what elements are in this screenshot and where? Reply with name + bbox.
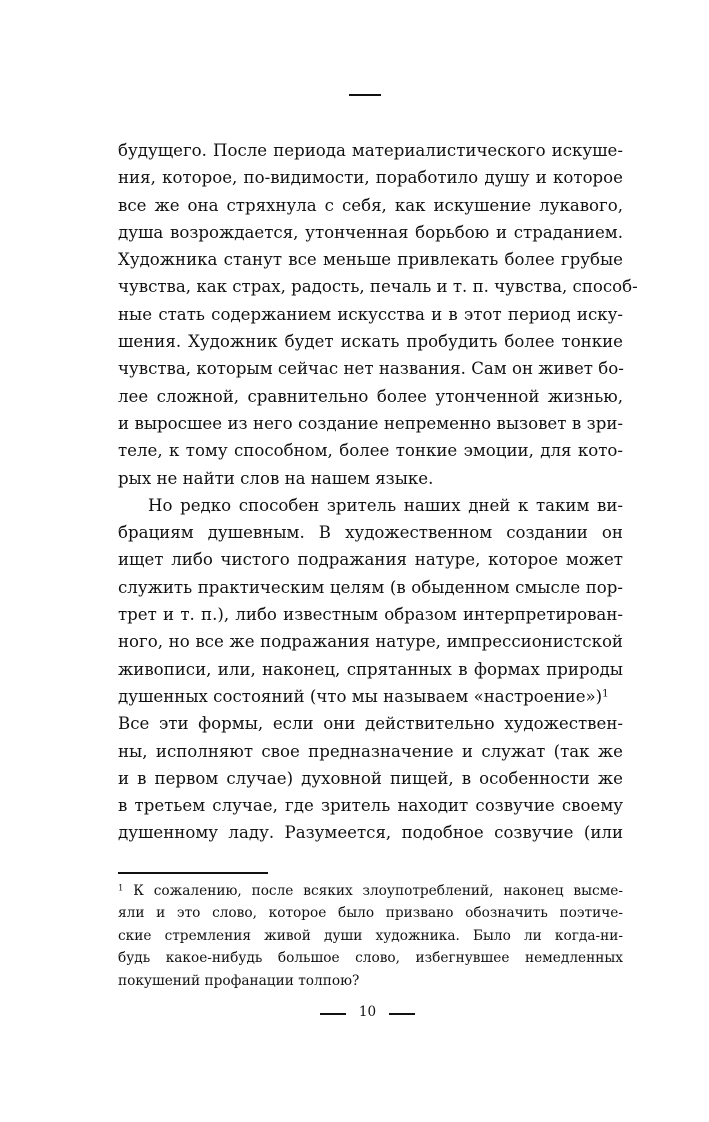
page-footer [0, 1002, 709, 1022]
footnote-text: К сожалению, после всяких злоупотреблений, наконец высме- [133, 883, 624, 899]
footnote-line: ские стремления живой души художника. Было ли когда-ни- [118, 927, 623, 944]
text-segment: душенных состояний (что мы называем «настроение») [118, 686, 603, 706]
text-line: живописи, или, наконец, спрятанных в формах природы [118, 659, 623, 679]
text-line: брациям душевным. В художественном создании он [118, 523, 623, 543]
footnote-marker: 1 [118, 883, 124, 894]
footnote-line: будь какое-нибудь большое слово, избегнувшее немедленных [118, 950, 623, 967]
text-line: Все эти формы, если они действительно художествен- [118, 714, 623, 734]
text-line: трет и т. п.), либо известным образом интерпретирован- [118, 605, 623, 625]
text-line: теле, к тому способном, более тонкие эмоции, для кото- [118, 441, 623, 461]
text-line: шения. Художник будет искать пробудить более тонкие [118, 332, 623, 352]
text-line: и выросшее из него создание непременно вызовет в зри- [118, 413, 623, 433]
paragraph-start-line: Но редко способен зритель наших дней к таким ви- [148, 495, 623, 515]
text-line: лее сложной, сравнительно более утонченной жизнью, [118, 386, 623, 406]
text-line: ные стать содержанием искусства и в этот период иску- [118, 304, 623, 324]
footnote [118, 880, 623, 992]
text-line: рых не найти слов на нашем языке. [118, 468, 434, 488]
footnote-line: яли и это слово, которое было призвано обозначить поэтиче- [118, 905, 623, 922]
text-line: в третьем случае, где зритель находит созвучие своему [118, 796, 623, 816]
text-line: чувства, которым сейчас нет названия. Сам он живет бо- [118, 359, 624, 379]
footnote-reference[interactable]: 1 [602, 687, 609, 700]
header-rule [349, 94, 381, 96]
footnote-line: покушений профанации толпою? [118, 972, 360, 989]
page-number: 10 [358, 1004, 377, 1020]
page-number-dash-left [320, 1013, 346, 1015]
text-line: и в первом случае) духовной пищей, в особенности же [118, 768, 623, 788]
footnote-separator [118, 872, 268, 874]
text-line: будущего. После периода материалистического искуше- [118, 141, 623, 160]
text-line: душенному ладу. Разумеется, подобное созвучие (или [118, 823, 623, 843]
text-line: все же она стряхнула с себя, как искушение лукавого, [118, 195, 623, 215]
footnote-line [118, 880, 623, 902]
text-line: душа возрождается, утонченная борьбою и страданием. [118, 222, 623, 242]
text-line: служить практическим целям (в обыденном смысле пор- [118, 577, 623, 597]
text-line-with-footnote-ref [118, 683, 623, 710]
text-line: Художника станут все меньше привлекать более грубые [118, 250, 623, 270]
body-text [118, 137, 638, 847]
page-number-dash-right [389, 1013, 415, 1015]
text-line: ищет либо чистого подражания натуре, которое может [118, 550, 623, 570]
text-line: чувства, как страх, радость, печаль и т. п. чувства, способ- [118, 277, 638, 297]
text-line: ного, но все же подражания натуре, импрессионистской [118, 632, 623, 652]
text-line: ны, исполняют свое предназначение и служат (так же [118, 741, 623, 761]
text-line: ния, которое, по-видимости, поработило душу и которое [118, 168, 623, 188]
